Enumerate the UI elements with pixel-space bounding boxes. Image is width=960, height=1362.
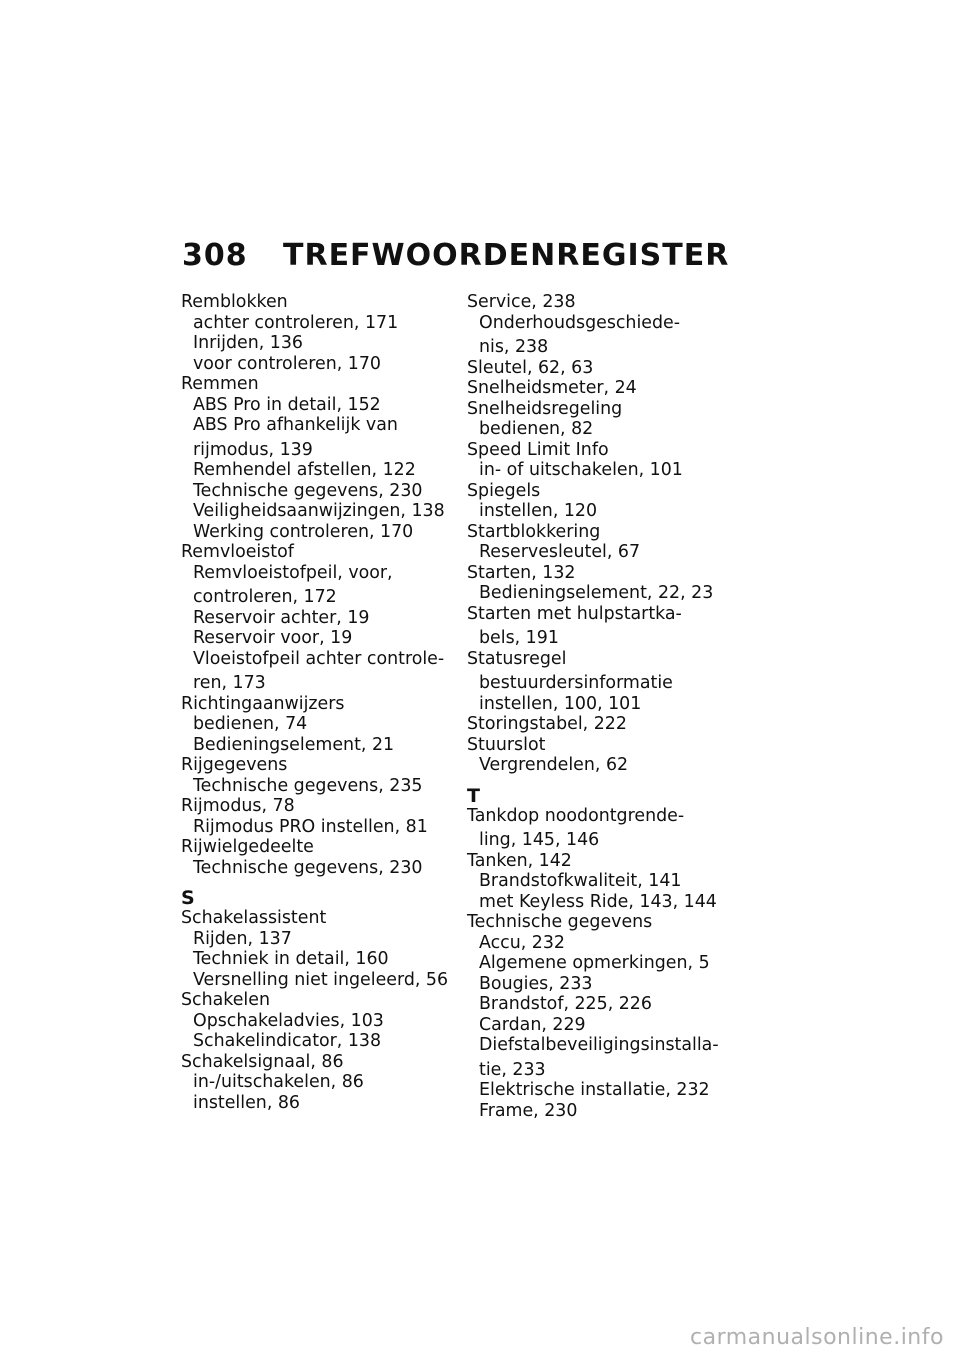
index-subentry: Rijden, 137 xyxy=(193,928,292,949)
index-subentry: Werking controleren, 170 xyxy=(193,521,414,542)
index-entry: Technische gegevens xyxy=(467,912,653,932)
index-subentry: Vergrendelen, 62 xyxy=(479,755,629,775)
index-continuation: bestuurdersinformatie xyxy=(479,673,673,693)
index-subentry: in-/uitschakelen, 86 xyxy=(193,1072,364,1092)
index-subentry: instellen, 100, 101 xyxy=(479,693,642,714)
index-subentry: Reservesleutel, 67 xyxy=(479,542,641,562)
index-entry: Storingstabel, 222 xyxy=(467,714,627,734)
index-subentry: Vloeistofpeil achter controle- xyxy=(193,648,445,669)
index-subentry: Elektrische installatie, 232 xyxy=(479,1080,710,1100)
index-entry: Remmen xyxy=(181,374,259,394)
index-continuation: tie, 233 xyxy=(479,1059,546,1080)
index-subentry: Technische gegevens, 230 xyxy=(193,480,423,501)
index-subentry: Reservoir achter, 19 xyxy=(193,607,370,628)
index-entry: Stuurslot xyxy=(467,734,546,755)
index-subentry: Brandstofkwaliteit, 141 xyxy=(479,871,682,891)
index-subentry: Veiligheidsaanwijzingen, 138 xyxy=(193,501,445,521)
index-subentry: Bedieningselement, 22, 23 xyxy=(479,583,714,603)
index-continuation: ling, 145, 146 xyxy=(479,830,600,850)
index-subentry: Versnelling niet ingeleerd, 56 xyxy=(193,969,449,990)
index-continuation: ren, 173 xyxy=(193,673,266,693)
watermark-text: carmanualsonline.info xyxy=(690,1325,944,1350)
index-column-right xyxy=(467,292,767,1121)
index-continuation: rijmodus, 139 xyxy=(193,439,313,460)
index-entry: Starten, 132 xyxy=(467,562,576,583)
index-subentry: ABS Pro afhankelijk van xyxy=(193,415,398,435)
index-entry: Remblokken xyxy=(181,292,288,312)
index-subentry: ABS Pro in detail, 152 xyxy=(193,394,381,415)
index-entry: Tankdop noodontgrende- xyxy=(467,805,685,826)
index-subentry: met Keyless Ride, 143, 144 xyxy=(479,891,717,912)
index-subentry: Schakelindicator, 138 xyxy=(193,1031,382,1051)
index-subentry: Brandstof, 225, 226 xyxy=(479,994,652,1014)
index-entry: Rijmodus, 78 xyxy=(181,796,295,816)
index-entry: Schakelassistent xyxy=(181,908,327,928)
page-title: TREFWOORDENREGISTER xyxy=(283,238,730,273)
index-subentry: instellen, 120 xyxy=(479,501,598,521)
page-number: 308 xyxy=(182,238,248,273)
index-subentry: Inrijden, 136 xyxy=(193,333,303,353)
index-continuation: bels, 191 xyxy=(479,628,559,648)
index-subentry: Technische gegevens, 230 xyxy=(193,857,423,878)
index-subentry: Accu, 232 xyxy=(479,932,565,953)
index-entry: Richtingaanwijzers xyxy=(181,693,345,714)
index-subentry: Rijmodus PRO instellen, 81 xyxy=(193,816,428,837)
index-subentry: Onderhoudsgeschiede- xyxy=(479,312,681,333)
index-subentry: Diefstalbeveiligingsinstalla- xyxy=(479,1035,719,1055)
index-subentry: bedienen, 82 xyxy=(479,419,594,439)
index-entry: Schakelsignaal, 86 xyxy=(181,1051,344,1072)
index-entry: Rijgegevens xyxy=(181,755,288,775)
index-subentry: Bedieningselement, 21 xyxy=(193,734,395,755)
index-entry: Rijwielgedeelte xyxy=(181,837,314,857)
index-column-left xyxy=(181,292,471,1113)
index-entry: Schakelen xyxy=(181,990,270,1010)
index-entry: Snelheidsregeling xyxy=(467,398,623,419)
index-subentry: Bougies, 233 xyxy=(479,973,593,994)
index-subentry: achter controleren, 171 xyxy=(193,312,399,333)
index-section-letter: S xyxy=(181,887,195,909)
index-section-letter: T xyxy=(467,784,480,807)
index-subentry: voor controleren, 170 xyxy=(193,353,381,374)
index-entry: Service, 238 xyxy=(467,292,576,312)
index-subentry: bedienen, 74 xyxy=(193,714,308,734)
index-subentry: Technische gegevens, 235 xyxy=(193,775,423,796)
index-subentry: Opschakeladvies, 103 xyxy=(193,1010,384,1031)
index-subentry: Frame, 230 xyxy=(479,1100,578,1121)
index-subentry: Cardan, 229 xyxy=(479,1014,586,1035)
index-subentry: Techniek in detail, 160 xyxy=(193,949,389,969)
index-entry: Snelheidsmeter, 24 xyxy=(467,378,637,398)
index-entry: Speed Limit Info xyxy=(467,439,609,460)
index-subentry: instellen, 86 xyxy=(193,1092,301,1113)
index-entry: Sleutel, 62, 63 xyxy=(467,357,594,378)
index-subentry: Reservoir voor, 19 xyxy=(193,628,353,648)
index-entry: Remvloeistof xyxy=(181,542,294,562)
index-subentry: Remhendel afstellen, 122 xyxy=(193,460,416,480)
index-continuation: controleren, 172 xyxy=(193,587,337,607)
index-entry: Starten met hulpstartka- xyxy=(467,603,682,624)
index-entry: Statusregel xyxy=(467,648,567,669)
index-entry: Startblokkering xyxy=(467,521,601,542)
index-entry: Spiegels xyxy=(467,480,541,501)
index-subentry: Algemene opmerkingen, 5 xyxy=(479,953,710,973)
index-subentry: Remvloeistofpeil, voor, xyxy=(193,562,393,583)
index-subentry: in- of uitschakelen, 101 xyxy=(479,460,683,480)
index-entry: Tanken, 142 xyxy=(467,850,572,871)
index-continuation: nis, 238 xyxy=(479,337,549,357)
